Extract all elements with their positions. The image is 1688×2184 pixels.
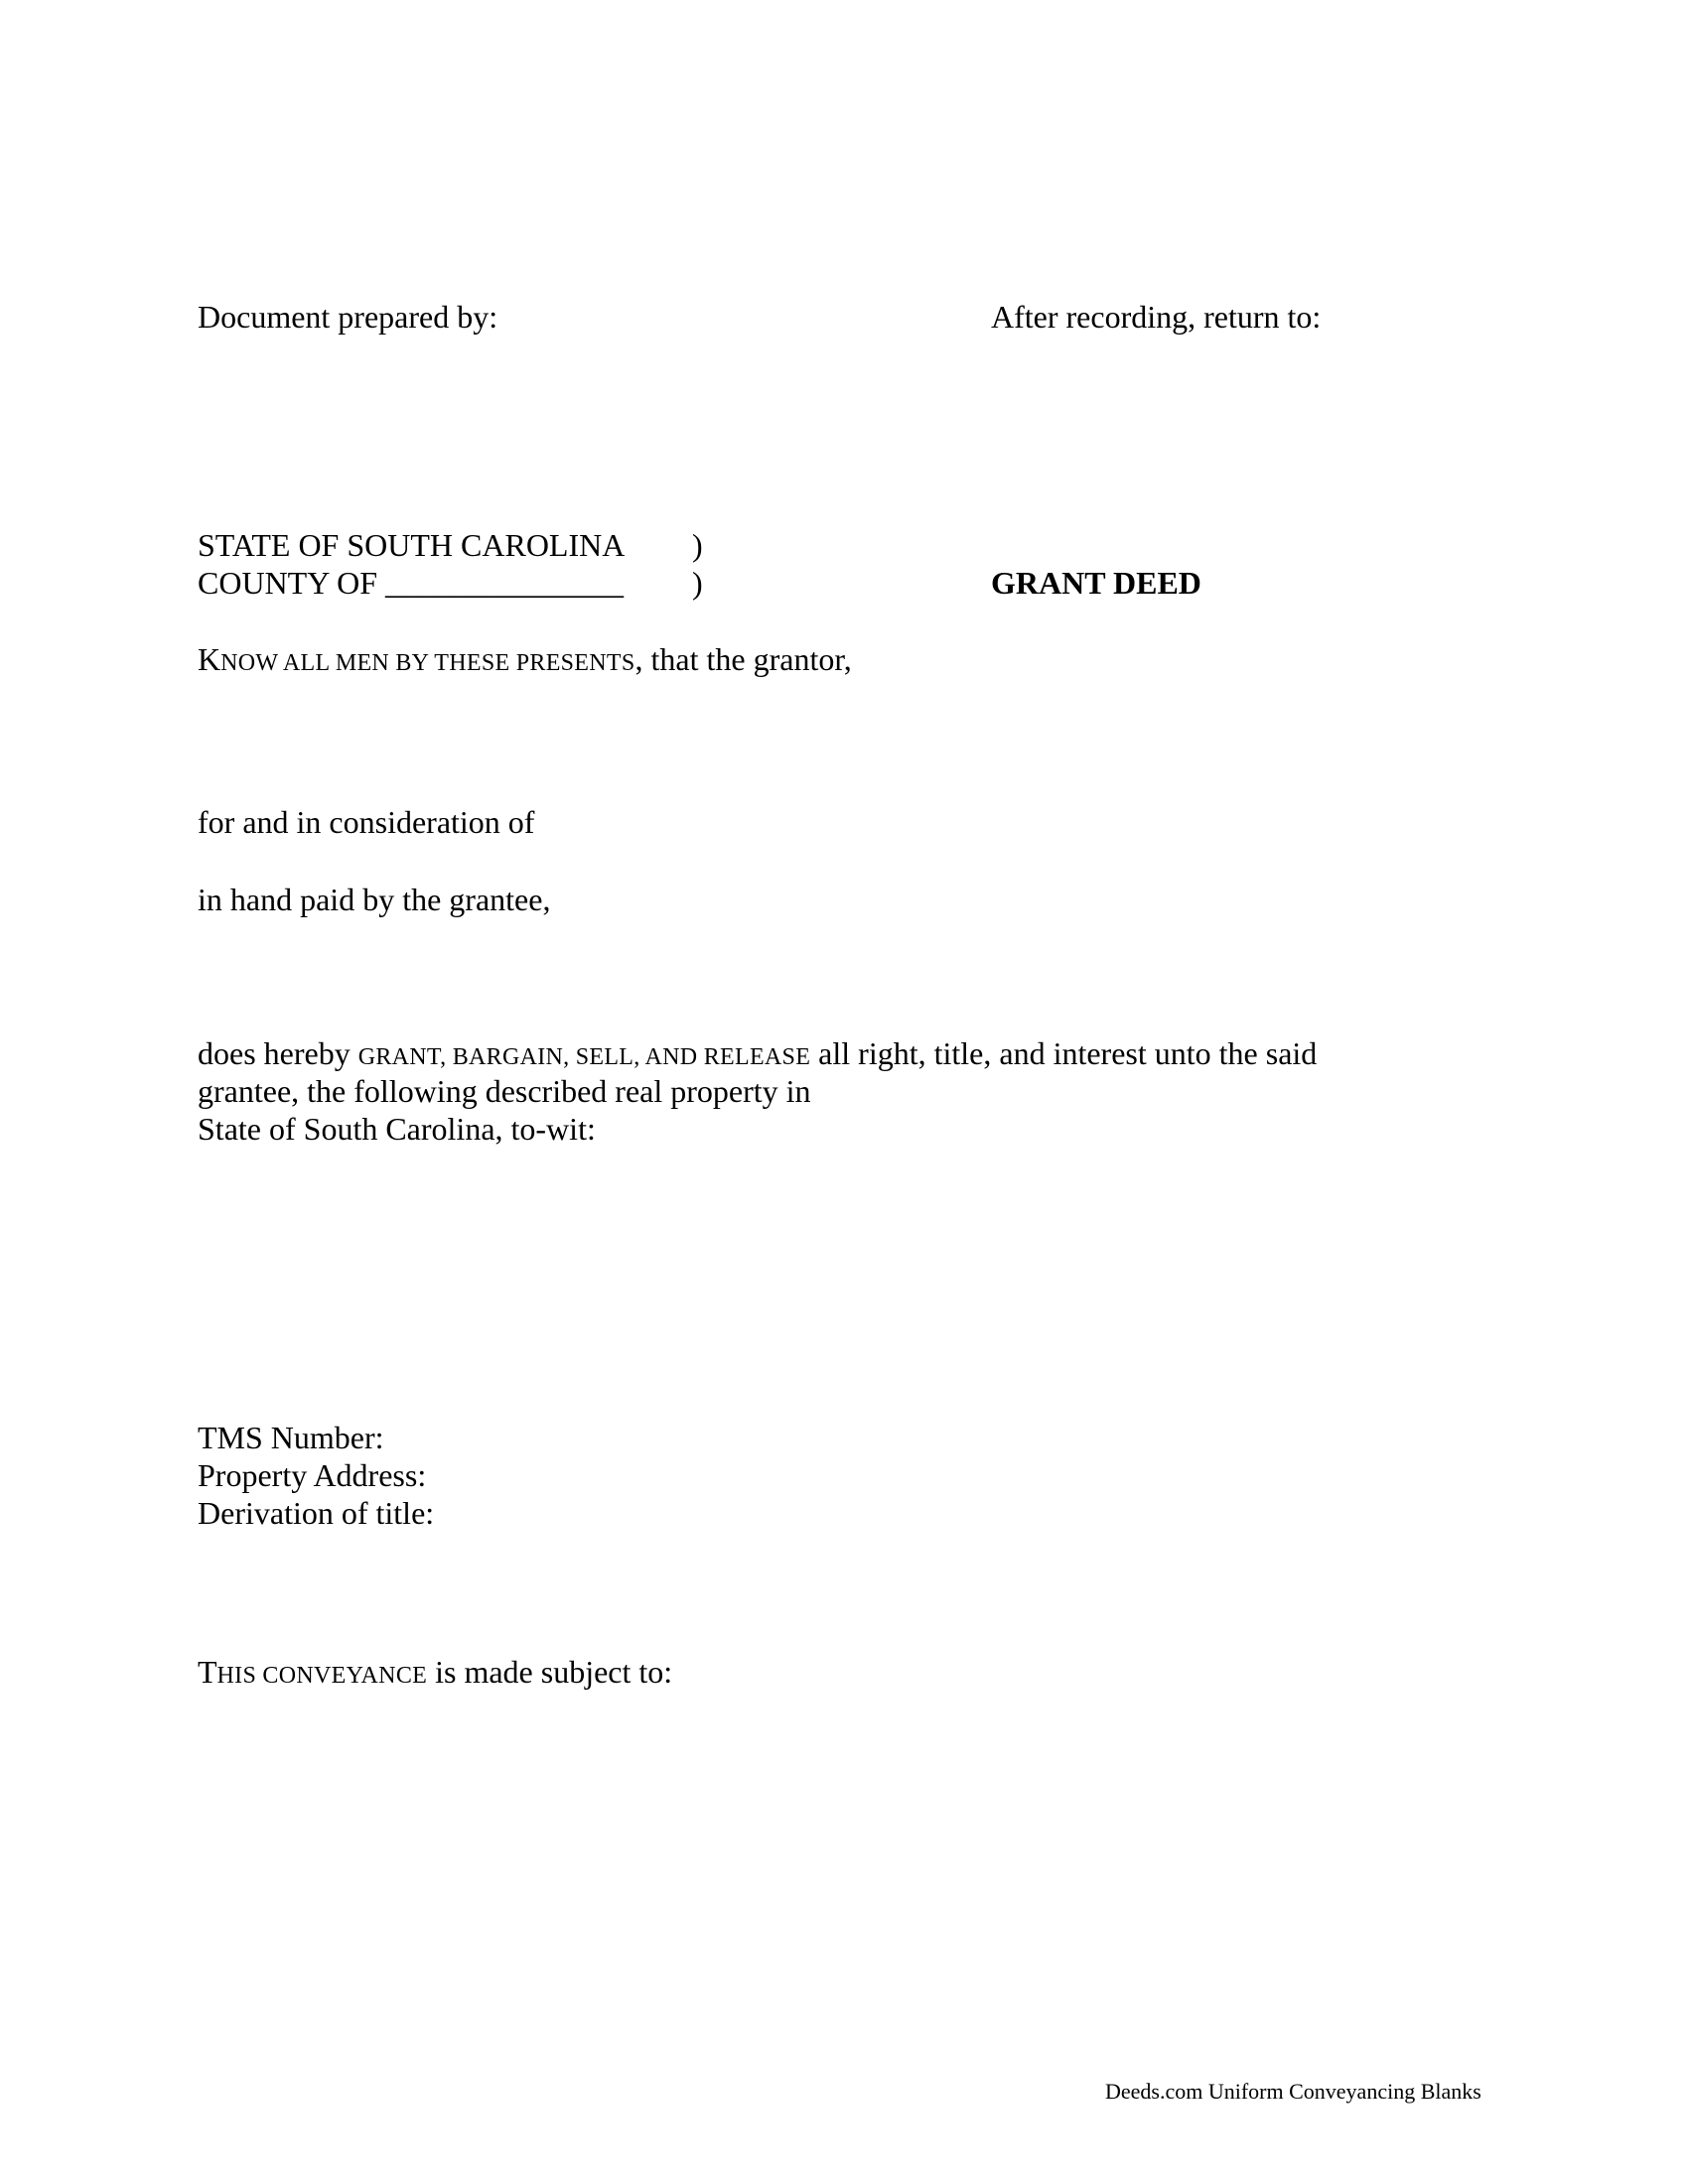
grant-line-2: grantee, the following described real property in (198, 1073, 811, 1109)
prepared-by-label: Document prepared by: (198, 299, 498, 335)
grant-line-1 (198, 1034, 1317, 1076)
county-paren: ) (692, 565, 703, 601)
state-line: STATE OF SOUTH CAROLINA (198, 527, 626, 563)
derivation-label: Derivation of title: (198, 1495, 435, 1531)
know-rest: , that the grantor, (634, 641, 852, 677)
grant-rest: all right, title, and interest unto the said (810, 1035, 1318, 1071)
deed-title: GRANT DEED (991, 565, 1201, 601)
hand-paid-line: in hand paid by the grantee, (198, 882, 551, 917)
grant-small-caps: GRANT, BARGAIN, SELL, AND RELEASE (357, 1044, 811, 1070)
footer-text: Deeds.com Uniform Conveyancing Blanks (1105, 2079, 1481, 2104)
county-line: COUNTY OF _______________ (198, 565, 625, 601)
conveyance-small-caps: HIS CONVEYANCE (216, 1663, 428, 1689)
grant-prefix: does hereby (198, 1035, 358, 1071)
know-small-caps: NOW ALL MEN BY THESE PRESENTS (220, 650, 635, 676)
property-address-label: Property Address: (198, 1457, 427, 1493)
tms-number-label: TMS Number: (198, 1420, 384, 1455)
know-initial: K (198, 641, 221, 677)
conveyance-paragraph (198, 1653, 672, 1695)
state-paren: ) (692, 527, 703, 563)
know-all-men-paragraph (198, 640, 852, 682)
grant-line-3: State of South Carolina, to-wit: (198, 1111, 596, 1147)
consideration-line: for and in consideration of (198, 804, 535, 840)
conveyance-initial: T (198, 1654, 217, 1690)
return-to-label: After recording, return to: (991, 299, 1322, 335)
conveyance-rest: is made subject to: (427, 1654, 673, 1690)
